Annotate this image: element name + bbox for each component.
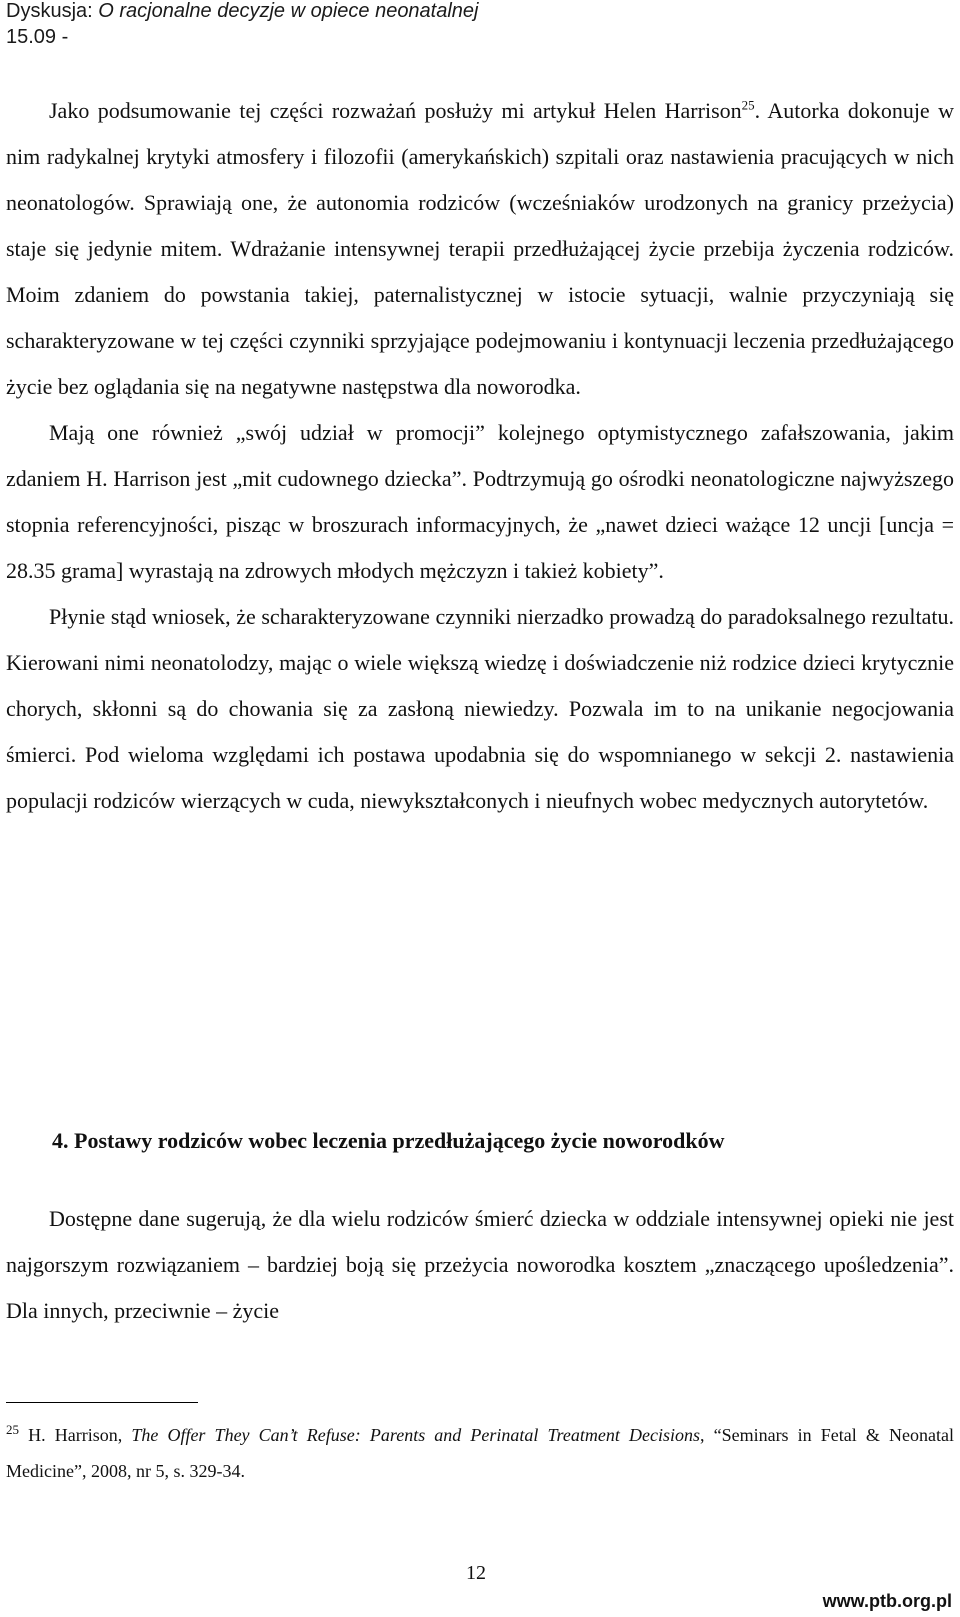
footnote [6, 1417, 954, 1489]
header-date: 15.09 - [6, 26, 69, 48]
page-number: 12 [466, 1562, 486, 1584]
running-header [6, 0, 479, 23]
header-prefix: Dyskusja: [6, 0, 99, 22]
header-title: O racjonalne decyzje w opiece neonatalnej [98, 0, 479, 22]
paragraph-1 [6, 88, 954, 410]
site-url[interactable]: www.ptb.org.pl [822, 1591, 952, 1611]
paragraph-3: Płynie stąd wniosek, że scharakteryzowane czynniki nierzadko prowadzą do paradoksalnego rezultatu. Kierowani nimi neonatolodzy, mając o wiele większą wiedzę i doświadczenie niż rodzice dzieci krytycznie chorych, skłonni są do chowania się za zasłoną niewiedzy. Pozwala im to na unikanie negocjowania śmierci. Pod wieloma względami ich postawa upodabnia się do wspomnianego w sekcji 2. nastawienia populacji rodziców wierzących w cuda, niewykształconych i nieufnych wobec medycznych autorytetów. [6, 604, 954, 813]
paragraph-2: Mają one również „swój udział w promocji” kolejnego optymistycznego zafałszowania, jakim zdaniem H. Harrison jest „mit cudownego dziecka”. Podtrzymują go ośrodki neonatologiczne najwyższego stopnia referencyjności, pisząc w broszurach informacyjnych, że „nawet dzieci ważące 12 uncji [uncja = 28.35 grama] wyrastają na zdrowych młodych mężczyzn i takież kobiety”. [6, 420, 954, 583]
paragraph-4-container [6, 1196, 954, 1334]
footnote-number: 25 [6, 1422, 19, 1437]
section-heading: 4. Postawy rodziców wobec leczenia przedłużającego życie noworodków [52, 1128, 725, 1153]
paragraph-1-rest: . Autorka dokonuje w nim radykalnej krytyki atmosfery i filozofii (amerykańskich) szpitali oraz nastawienia pracujących w nich neonatologów. Sprawiają one, że autonomia rodziców (wcześniaków urodzonych na granicy przeżycia) staje się jedynie mitem. Wdrażanie intensywnej terapii przedłużającej życie przebija życzenia rodziców. Moim zdaniem do powstania takiej, paternalistycznej w istocie sytuacji, walnie przyczyniają się scharakteryzowane w tej części czynniki sprzyjające podejmowaniu i kontynuacji leczenia przedłużającego życie bez oglądania się na negatywne następstwa dla noworodka. [6, 98, 954, 399]
footnote-title: The Offer They Can’t Refuse: Parents and Perinatal Treatment Decisions [131, 1425, 700, 1445]
footnote-rest: , “Seminars in Fetal & Neonatal Medicine”, 2008, nr 5, s. 329-34. [6, 1425, 954, 1481]
footnote-divider [6, 1402, 198, 1403]
paragraph-1-start: Jako podsumowanie tej części rozważań posłuży mi artykuł Helen Harrison [49, 98, 742, 123]
footnote-author: H. Harrison, [19, 1425, 132, 1445]
paragraph-4: Dostępne dane sugerują, że dla wielu rodziców śmierć dziecka w oddziale intensywnej opieki nie jest najgorszym rozwiązaniem – bardziej boją się przeżycia noworodka kosztem „znaczącego upośledzenia”. Dla innych, przeciwnie – życie [6, 1206, 954, 1323]
footnote-ref[interactable]: 25 [741, 97, 755, 113]
main-text [6, 88, 954, 824]
